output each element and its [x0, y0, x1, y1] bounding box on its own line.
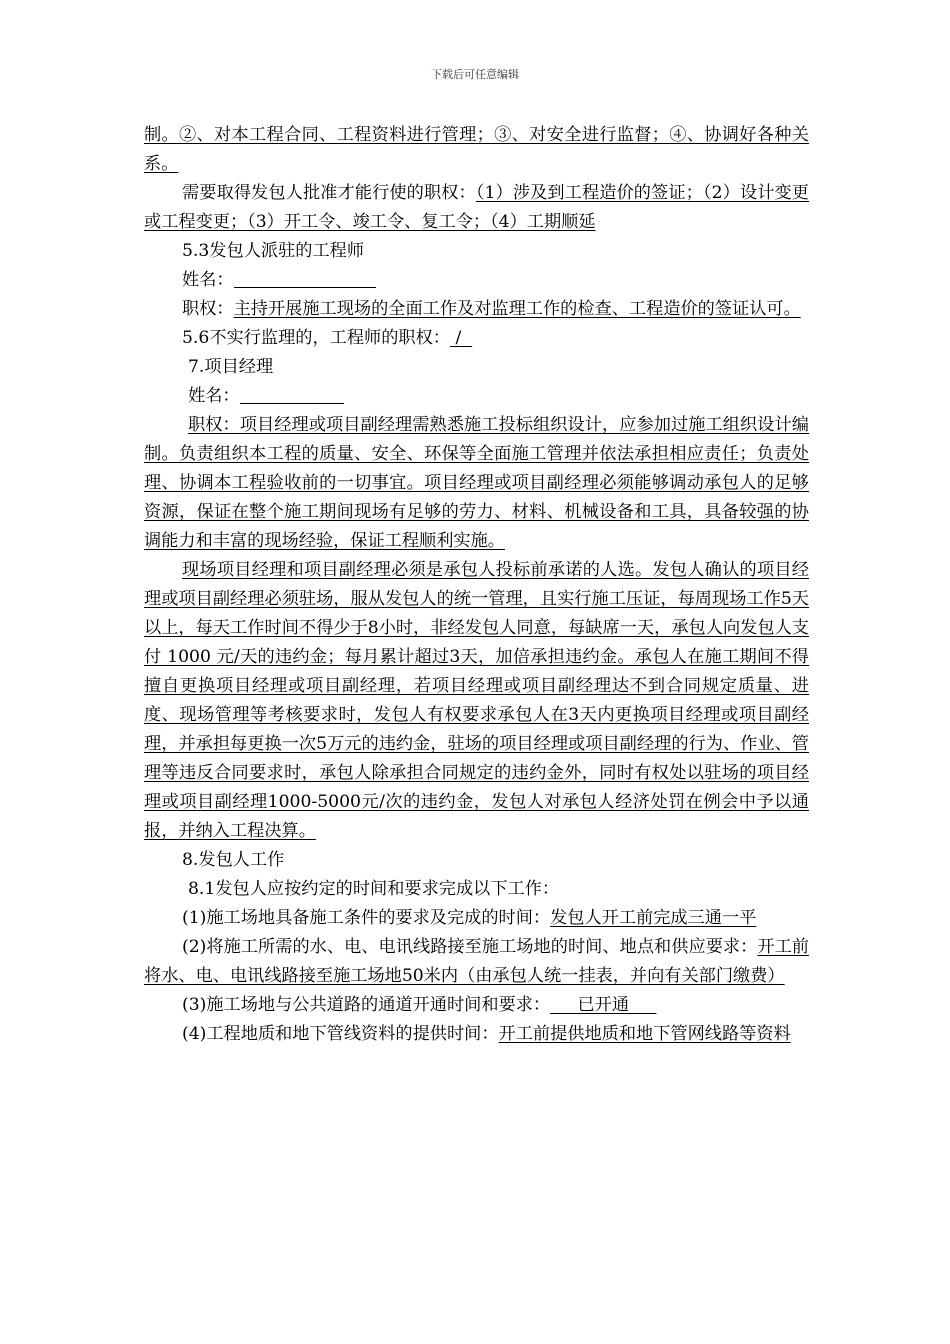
manager-duty-value: 项目经理或项目副经理需熟悉施工投标组织设计，应参加过施工组织设计编制。负责组织本工程的质量、安全、环保等全面施工管理并依法承担相应责任；负责处理、协调本工程验收前的一切事宜。项目经理或项目副经理必须能够调动承包人的足够资源，保证在整个施工期间现场有足够的劳力、材料、机械设备和工具，具备较强的协调能力和丰富的现场经验，保证工程顺利实施。 [144, 415, 809, 551]
item-1 [144, 904, 809, 933]
item-3 [144, 991, 809, 1020]
item-1-label: (1)施工场地具备施工条件的要求及完成的时间： [182, 908, 551, 928]
manager-duty-label: 职权： [188, 415, 240, 435]
manager-duty-paragraph [144, 411, 809, 556]
item-1-value: 发包人开工前完成三通一平 [550, 908, 757, 928]
engineer-name-blank [234, 269, 376, 288]
section-5-6-value: / [455, 328, 462, 348]
item-4-label: (4)工程地质和地下管线资料的提供时间： [182, 1024, 499, 1044]
item-2-value: 开工前将水、电、电讯线路接至施工场地50米内（由承包人统一挂表，并向有关部门缴费） [144, 937, 809, 986]
document-body [144, 121, 809, 1049]
engineer-name-label: 姓名： [182, 270, 234, 290]
item-4-value: 开工前提供地质和地下管网线路等资料 [498, 1024, 791, 1044]
item-2-label: (2)将施工所需的水、电、电讯线路接至施工场地的时间、地点和供应要求： [182, 937, 758, 957]
manager-name-blank [240, 385, 344, 404]
manager-name-line [144, 382, 809, 411]
section-5-3-heading: 5.3发包人派驻的工程师 [182, 241, 365, 261]
paragraph-supervisor-duties: 制。②、对本工程合同、工程资料进行管理；③、对安全进行监督；④、协调好各种关系。 [144, 125, 809, 174]
approval-label: 需要取得发包人批准才能行使的职权： [182, 183, 476, 203]
manager-name-label: 姓名： [188, 386, 240, 406]
section-5-6-label: 5.6不实行监理的，工程师的职权： [182, 328, 450, 348]
item-4 [144, 1020, 809, 1049]
section-8-1-heading: 8.1发包人应按约定的时间和要求完成以下工作： [188, 879, 560, 899]
item-2 [144, 933, 809, 991]
item-3-label: (3)施工场地与公共道路的通道开通时间和要求： [182, 995, 551, 1015]
item-3-value: 已开通 [577, 995, 630, 1015]
engineer-duty-value: 主持开展施工现场的全面工作及对监理工作的检查、工程造价的签证认可。 [233, 299, 801, 319]
engineer-duty-paragraph [144, 295, 809, 324]
approval-value: （1）涉及到工程造价的签证；（2）设计变更或工程变更；（3）开工令、竣工令、复工令；（4）工期顺延 [144, 183, 809, 232]
engineer-name-line [144, 266, 809, 295]
site-manager-paragraph: 现场项目经理和项目副经理必须是承包人投标前承诺的人选。发包人确认的项目经理或项目副经理必须驻场，服从发包人的统一管理，且实行施工压证，每周现场工作5天以上，每天工作时间不得少于8小时，非经发包人同意，每缺席一天，承包人向发包人支付 1000 元/天的违约金；每月累计超过3天，加倍承担违约金。承包人在施工期间不得擅自更换项目经理或项目副经理，若项目经理或项目副经理达不到合同规定质量、进度、现场管理等考核要求时，发包人有权要求承包人在3天内更换项目经理或项目副经理，并承担每更换一次5万元的违约金，驻场的项目经理或项目副经理的行为、作业、管理等违反合同要求时，承包人除承担合同规定的违约金外，同时有权处以驻场的项目经理或项目副经理1000-5000元/次的违约金，发包人对承包人经济处罚在例会中予以通报，并纳入工程决算。 [144, 560, 809, 841]
section-5-6-line [144, 324, 809, 353]
section-8-heading: 8.发包人工作 [182, 850, 285, 870]
engineer-duty-label: 职权： [182, 299, 234, 319]
section-7-heading: 7.项目经理 [188, 357, 274, 377]
paragraph-approval-required [144, 179, 809, 237]
page-header: 下载后可任意编辑 [431, 68, 519, 81]
